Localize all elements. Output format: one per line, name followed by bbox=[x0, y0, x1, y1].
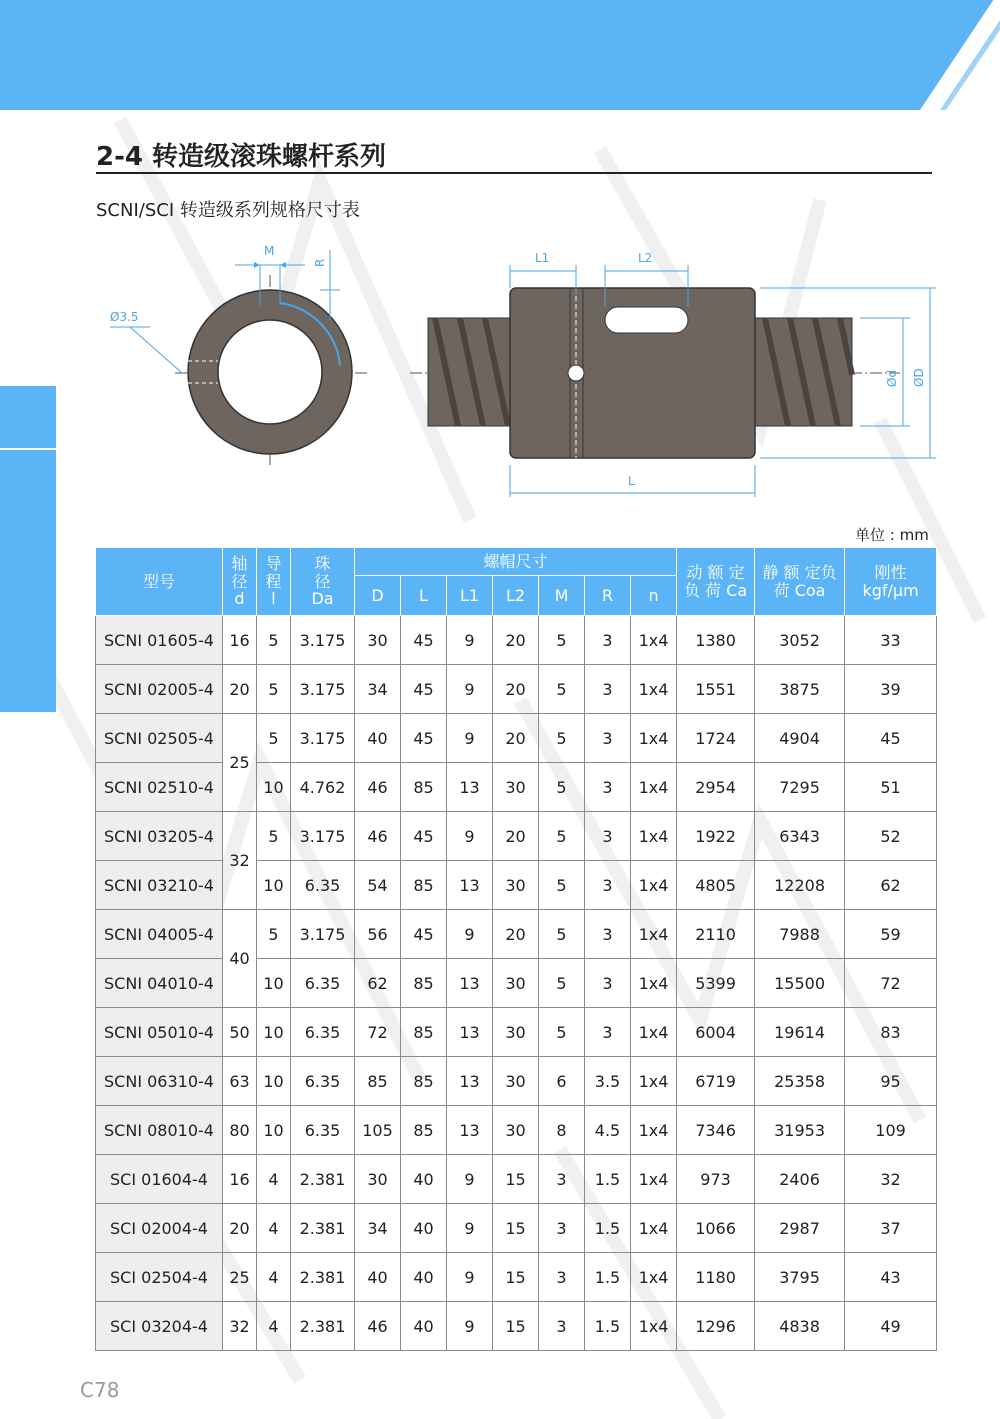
cell-n: 1x4 bbox=[631, 714, 677, 763]
cell-k: 33 bbox=[845, 616, 937, 665]
cell-l1: 9 bbox=[447, 1302, 493, 1351]
cell-k: 59 bbox=[845, 910, 937, 959]
cell-da: 2.381 bbox=[291, 1253, 355, 1302]
cell-coa: 3795 bbox=[755, 1253, 845, 1302]
cell-d: 25 bbox=[223, 1253, 257, 1302]
cell-l: 10 bbox=[257, 1057, 291, 1106]
cell-d: 105 bbox=[355, 1106, 401, 1155]
cell-d: 16 bbox=[223, 616, 257, 665]
cell-da: 2.381 bbox=[291, 1302, 355, 1351]
cell-d: 85 bbox=[355, 1057, 401, 1106]
cell-coa: 4838 bbox=[755, 1302, 845, 1351]
table-row bbox=[96, 1204, 937, 1253]
cell-l2: 30 bbox=[493, 959, 539, 1008]
cell-l1: 9 bbox=[447, 1253, 493, 1302]
cell-ca: 1551 bbox=[677, 665, 755, 714]
cell-l: 85 bbox=[401, 763, 447, 812]
cell-r: 3 bbox=[585, 616, 631, 665]
cell-model: SCI 02504-4 bbox=[96, 1253, 223, 1302]
cell-n: 1x4 bbox=[631, 1008, 677, 1057]
cell-n: 1x4 bbox=[631, 812, 677, 861]
table-row bbox=[96, 1253, 937, 1302]
cell-d: 63 bbox=[223, 1057, 257, 1106]
header-stiffness: 刚性 kgf/μm bbox=[845, 548, 937, 616]
cell-d: 80 bbox=[223, 1106, 257, 1155]
cell-k: 52 bbox=[845, 812, 937, 861]
cell-d: 72 bbox=[355, 1008, 401, 1057]
cell-d: 25 bbox=[223, 714, 257, 812]
cell-model: SCNI 04005-4 bbox=[96, 910, 223, 959]
cell-coa: 7988 bbox=[755, 910, 845, 959]
cell-r: 3 bbox=[585, 665, 631, 714]
cell-d: 34 bbox=[355, 1204, 401, 1253]
table-row bbox=[96, 714, 937, 763]
cell-r: 3 bbox=[585, 1008, 631, 1057]
cell-d: 50 bbox=[223, 1008, 257, 1057]
table-row bbox=[96, 616, 937, 665]
cell-r: 1.5 bbox=[585, 1204, 631, 1253]
cell-r: 1.5 bbox=[585, 1253, 631, 1302]
cell-d: 46 bbox=[355, 763, 401, 812]
cell-n: 1x4 bbox=[631, 1302, 677, 1351]
cell-m: 6 bbox=[539, 1057, 585, 1106]
cell-ca: 1724 bbox=[677, 714, 755, 763]
cell-l: 10 bbox=[257, 763, 291, 812]
cell-l: 40 bbox=[401, 1253, 447, 1302]
cell-model: SCNI 02510-4 bbox=[96, 763, 223, 812]
cell-l2: 30 bbox=[493, 763, 539, 812]
cell-l: 10 bbox=[257, 861, 291, 910]
cell-k: 43 bbox=[845, 1253, 937, 1302]
cell-ca: 1180 bbox=[677, 1253, 755, 1302]
cell-l1: 9 bbox=[447, 714, 493, 763]
cell-n: 1x4 bbox=[631, 1253, 677, 1302]
table-row bbox=[96, 1057, 937, 1106]
ball-screw-side-view bbox=[410, 265, 936, 497]
cell-ca: 6004 bbox=[677, 1008, 755, 1057]
cell-l2: 20 bbox=[493, 665, 539, 714]
cell-l: 45 bbox=[401, 812, 447, 861]
cell-model: SCNI 01605-4 bbox=[96, 616, 223, 665]
cell-coa: 25358 bbox=[755, 1057, 845, 1106]
cell-l1: 9 bbox=[447, 665, 493, 714]
header-dynamic-load: 动 额 定 负 荷 Ca bbox=[677, 548, 755, 616]
cell-l: 40 bbox=[401, 1302, 447, 1351]
cell-da: 6.35 bbox=[291, 1106, 355, 1155]
cell-l1: 13 bbox=[447, 763, 493, 812]
cell-d: 54 bbox=[355, 861, 401, 910]
cell-k: 95 bbox=[845, 1057, 937, 1106]
label-hole: Ø3.5 bbox=[110, 310, 139, 324]
header-L2: L2 bbox=[493, 576, 539, 616]
cell-m: 5 bbox=[539, 714, 585, 763]
cell-model: SCNI 02505-4 bbox=[96, 714, 223, 763]
cell-da: 6.35 bbox=[291, 1008, 355, 1057]
table-row bbox=[96, 1155, 937, 1204]
cell-coa: 4904 bbox=[755, 714, 845, 763]
cell-m: 5 bbox=[539, 812, 585, 861]
cell-n: 1x4 bbox=[631, 1057, 677, 1106]
cell-n: 1x4 bbox=[631, 763, 677, 812]
cell-model: SCI 01604-4 bbox=[96, 1155, 223, 1204]
table-row bbox=[96, 665, 937, 714]
cell-ca: 1380 bbox=[677, 616, 755, 665]
cell-m: 5 bbox=[539, 861, 585, 910]
cell-r: 3 bbox=[585, 959, 631, 1008]
cell-d: 46 bbox=[355, 1302, 401, 1351]
cell-l: 85 bbox=[401, 861, 447, 910]
cell-l: 4 bbox=[257, 1155, 291, 1204]
table-row bbox=[96, 812, 937, 861]
label-l2: L2 bbox=[638, 251, 653, 265]
cell-d: 34 bbox=[355, 665, 401, 714]
cell-l: 45 bbox=[401, 616, 447, 665]
cell-l: 5 bbox=[257, 910, 291, 959]
cell-d: 30 bbox=[355, 616, 401, 665]
cell-model: SCNI 08010-4 bbox=[96, 1106, 223, 1155]
table-row bbox=[96, 1008, 937, 1057]
cell-m: 5 bbox=[539, 763, 585, 812]
cell-l1: 9 bbox=[447, 616, 493, 665]
cell-coa: 7295 bbox=[755, 763, 845, 812]
cell-l: 40 bbox=[401, 1155, 447, 1204]
cell-n: 1x4 bbox=[631, 616, 677, 665]
cell-m: 5 bbox=[539, 1008, 585, 1057]
cell-m: 5 bbox=[539, 910, 585, 959]
cell-n: 1x4 bbox=[631, 910, 677, 959]
cell-l: 40 bbox=[401, 1204, 447, 1253]
cell-d: 46 bbox=[355, 812, 401, 861]
cell-model: SCNI 02005-4 bbox=[96, 665, 223, 714]
cell-da: 6.35 bbox=[291, 861, 355, 910]
cell-n: 1x4 bbox=[631, 1106, 677, 1155]
cell-ca: 1066 bbox=[677, 1204, 755, 1253]
cell-d: 20 bbox=[223, 665, 257, 714]
cell-d: 40 bbox=[223, 910, 257, 1008]
label-m: M bbox=[264, 244, 275, 258]
table-row bbox=[96, 1302, 937, 1351]
cell-n: 1x4 bbox=[631, 959, 677, 1008]
cell-da: 3.175 bbox=[291, 665, 355, 714]
cell-n: 1x4 bbox=[631, 861, 677, 910]
cell-m: 5 bbox=[539, 616, 585, 665]
cell-k: 109 bbox=[845, 1106, 937, 1155]
cell-l1: 13 bbox=[447, 959, 493, 1008]
cell-k: 45 bbox=[845, 714, 937, 763]
cell-d: 30 bbox=[355, 1155, 401, 1204]
cell-k: 32 bbox=[845, 1155, 937, 1204]
cell-ca: 7346 bbox=[677, 1106, 755, 1155]
technical-drawing bbox=[90, 235, 950, 505]
cell-d: 62 bbox=[355, 959, 401, 1008]
cell-da: 2.381 bbox=[291, 1204, 355, 1253]
cell-l: 85 bbox=[401, 1008, 447, 1057]
cell-coa: 12208 bbox=[755, 861, 845, 910]
cell-coa: 6343 bbox=[755, 812, 845, 861]
cell-l2: 15 bbox=[493, 1155, 539, 1204]
page-number: C78 bbox=[80, 1378, 120, 1402]
header-L1: L1 bbox=[447, 576, 493, 616]
section-title: 2-4 转造级滚珠螺杆系列 bbox=[96, 142, 387, 172]
cell-l2: 20 bbox=[493, 910, 539, 959]
cell-l: 45 bbox=[401, 714, 447, 763]
cell-k: 49 bbox=[845, 1302, 937, 1351]
cell-m: 3 bbox=[539, 1302, 585, 1351]
cell-da: 6.35 bbox=[291, 1057, 355, 1106]
cell-r: 1.5 bbox=[585, 1155, 631, 1204]
cell-l1: 13 bbox=[447, 1057, 493, 1106]
cell-l2: 15 bbox=[493, 1253, 539, 1302]
header-L: L bbox=[401, 576, 447, 616]
cell-model: SCNI 06310-4 bbox=[96, 1057, 223, 1106]
cell-l: 4 bbox=[257, 1204, 291, 1253]
cell-l: 85 bbox=[401, 959, 447, 1008]
cell-l: 5 bbox=[257, 616, 291, 665]
cell-m: 5 bbox=[539, 665, 585, 714]
cell-l2: 30 bbox=[493, 861, 539, 910]
cell-m: 8 bbox=[539, 1106, 585, 1155]
cell-l: 4 bbox=[257, 1302, 291, 1351]
cell-d: 32 bbox=[223, 1302, 257, 1351]
title-rule bbox=[96, 172, 932, 174]
header-shaft-dia: 轴 径 d bbox=[223, 548, 257, 616]
side-tab bbox=[0, 386, 56, 712]
label-D: ØD bbox=[912, 368, 926, 387]
spec-table bbox=[95, 547, 937, 1351]
cell-l2: 30 bbox=[493, 1057, 539, 1106]
cell-l2: 15 bbox=[493, 1302, 539, 1351]
cell-r: 3 bbox=[585, 910, 631, 959]
cell-k: 51 bbox=[845, 763, 937, 812]
cell-r: 3 bbox=[585, 763, 631, 812]
cell-ca: 2110 bbox=[677, 910, 755, 959]
cell-r: 4.5 bbox=[585, 1106, 631, 1155]
cell-l2: 30 bbox=[493, 1106, 539, 1155]
cell-m: 3 bbox=[539, 1155, 585, 1204]
unit-label: 单位 : mm bbox=[855, 526, 929, 544]
cell-l: 45 bbox=[401, 665, 447, 714]
nut-end-view bbox=[110, 250, 370, 465]
cell-d: 32 bbox=[223, 812, 257, 910]
cell-m: 5 bbox=[539, 959, 585, 1008]
cell-m: 3 bbox=[539, 1204, 585, 1253]
cell-l2: 15 bbox=[493, 1204, 539, 1253]
label-d: Ød bbox=[885, 369, 899, 387]
cell-d: 40 bbox=[355, 1253, 401, 1302]
cell-ca: 973 bbox=[677, 1155, 755, 1204]
cell-da: 3.175 bbox=[291, 910, 355, 959]
table-row bbox=[96, 1106, 937, 1155]
cell-k: 39 bbox=[845, 665, 937, 714]
cell-r: 3 bbox=[585, 861, 631, 910]
subtitle: SCNI/SCI 转造级系列规格尺寸表 bbox=[96, 200, 360, 221]
header-band bbox=[0, 0, 1000, 110]
cell-da: 3.175 bbox=[291, 714, 355, 763]
cell-l: 5 bbox=[257, 665, 291, 714]
cell-n: 1x4 bbox=[631, 665, 677, 714]
cell-coa: 31953 bbox=[755, 1106, 845, 1155]
cell-l1: 13 bbox=[447, 1008, 493, 1057]
spec-table-body bbox=[96, 616, 937, 1351]
cell-r: 3 bbox=[585, 714, 631, 763]
cell-n: 1x4 bbox=[631, 1204, 677, 1253]
cell-model: SCNI 03205-4 bbox=[96, 812, 223, 861]
header-nut-dims: 螺帽尺寸 bbox=[355, 548, 677, 576]
cell-m: 3 bbox=[539, 1253, 585, 1302]
label-l1: L1 bbox=[535, 251, 550, 265]
cell-model: SCNI 04010-4 bbox=[96, 959, 223, 1008]
cell-ca: 6719 bbox=[677, 1057, 755, 1106]
header-static-load: 静 额 定负 荷 Coa bbox=[755, 548, 845, 616]
cell-r: 3.5 bbox=[585, 1057, 631, 1106]
cell-l1: 13 bbox=[447, 1106, 493, 1155]
cell-l: 10 bbox=[257, 1106, 291, 1155]
cell-l1: 9 bbox=[447, 812, 493, 861]
cell-n: 1x4 bbox=[631, 1155, 677, 1204]
cell-d: 20 bbox=[223, 1204, 257, 1253]
cell-l1: 13 bbox=[447, 861, 493, 910]
cell-l2: 30 bbox=[493, 1008, 539, 1057]
cell-d: 16 bbox=[223, 1155, 257, 1204]
label-l: L bbox=[628, 474, 635, 488]
cell-da: 6.35 bbox=[291, 959, 355, 1008]
cell-coa: 2406 bbox=[755, 1155, 845, 1204]
table-row bbox=[96, 763, 937, 812]
header-D: D bbox=[355, 576, 401, 616]
header-M: M bbox=[539, 576, 585, 616]
cell-l: 45 bbox=[401, 910, 447, 959]
cell-model: SCI 03204-4 bbox=[96, 1302, 223, 1351]
cell-l: 10 bbox=[257, 959, 291, 1008]
cell-l: 85 bbox=[401, 1057, 447, 1106]
label-r: R bbox=[313, 258, 327, 267]
cell-d: 56 bbox=[355, 910, 401, 959]
cell-coa: 19614 bbox=[755, 1008, 845, 1057]
cell-l: 85 bbox=[401, 1106, 447, 1155]
cell-ca: 4805 bbox=[677, 861, 755, 910]
cell-ca: 1922 bbox=[677, 812, 755, 861]
cell-l: 10 bbox=[257, 1008, 291, 1057]
header-model: 型号 bbox=[96, 548, 223, 616]
cell-l1: 9 bbox=[447, 1155, 493, 1204]
cell-coa: 15500 bbox=[755, 959, 845, 1008]
cell-l: 5 bbox=[257, 714, 291, 763]
cell-r: 1.5 bbox=[585, 1302, 631, 1351]
cell-k: 37 bbox=[845, 1204, 937, 1253]
cell-model: SCI 02004-4 bbox=[96, 1204, 223, 1253]
cell-ca: 5399 bbox=[677, 959, 755, 1008]
table-row bbox=[96, 910, 937, 959]
header-ball-dia: 珠 径 Da bbox=[291, 548, 355, 616]
cell-k: 72 bbox=[845, 959, 937, 1008]
cell-da: 3.175 bbox=[291, 616, 355, 665]
cell-l: 4 bbox=[257, 1253, 291, 1302]
header-R: R bbox=[585, 576, 631, 616]
cell-ca: 1296 bbox=[677, 1302, 755, 1351]
cell-da: 2.381 bbox=[291, 1155, 355, 1204]
cell-coa: 3052 bbox=[755, 616, 845, 665]
cell-k: 62 bbox=[845, 861, 937, 910]
cell-k: 83 bbox=[845, 1008, 937, 1057]
cell-da: 3.175 bbox=[291, 812, 355, 861]
cell-model: SCNI 05010-4 bbox=[96, 1008, 223, 1057]
cell-coa: 2987 bbox=[755, 1204, 845, 1253]
cell-l1: 9 bbox=[447, 910, 493, 959]
table-row bbox=[96, 861, 937, 910]
cell-model: SCNI 03210-4 bbox=[96, 861, 223, 910]
cell-l2: 20 bbox=[493, 616, 539, 665]
cell-coa: 3875 bbox=[755, 665, 845, 714]
cell-l1: 9 bbox=[447, 1204, 493, 1253]
cell-l2: 20 bbox=[493, 714, 539, 763]
header-lead: 导 程 l bbox=[257, 548, 291, 616]
cell-d: 40 bbox=[355, 714, 401, 763]
table-row bbox=[96, 959, 937, 1008]
cell-l: 5 bbox=[257, 812, 291, 861]
cell-da: 4.762 bbox=[291, 763, 355, 812]
cell-r: 3 bbox=[585, 812, 631, 861]
cell-l2: 20 bbox=[493, 812, 539, 861]
header-n: n bbox=[631, 576, 677, 616]
cell-ca: 2954 bbox=[677, 763, 755, 812]
